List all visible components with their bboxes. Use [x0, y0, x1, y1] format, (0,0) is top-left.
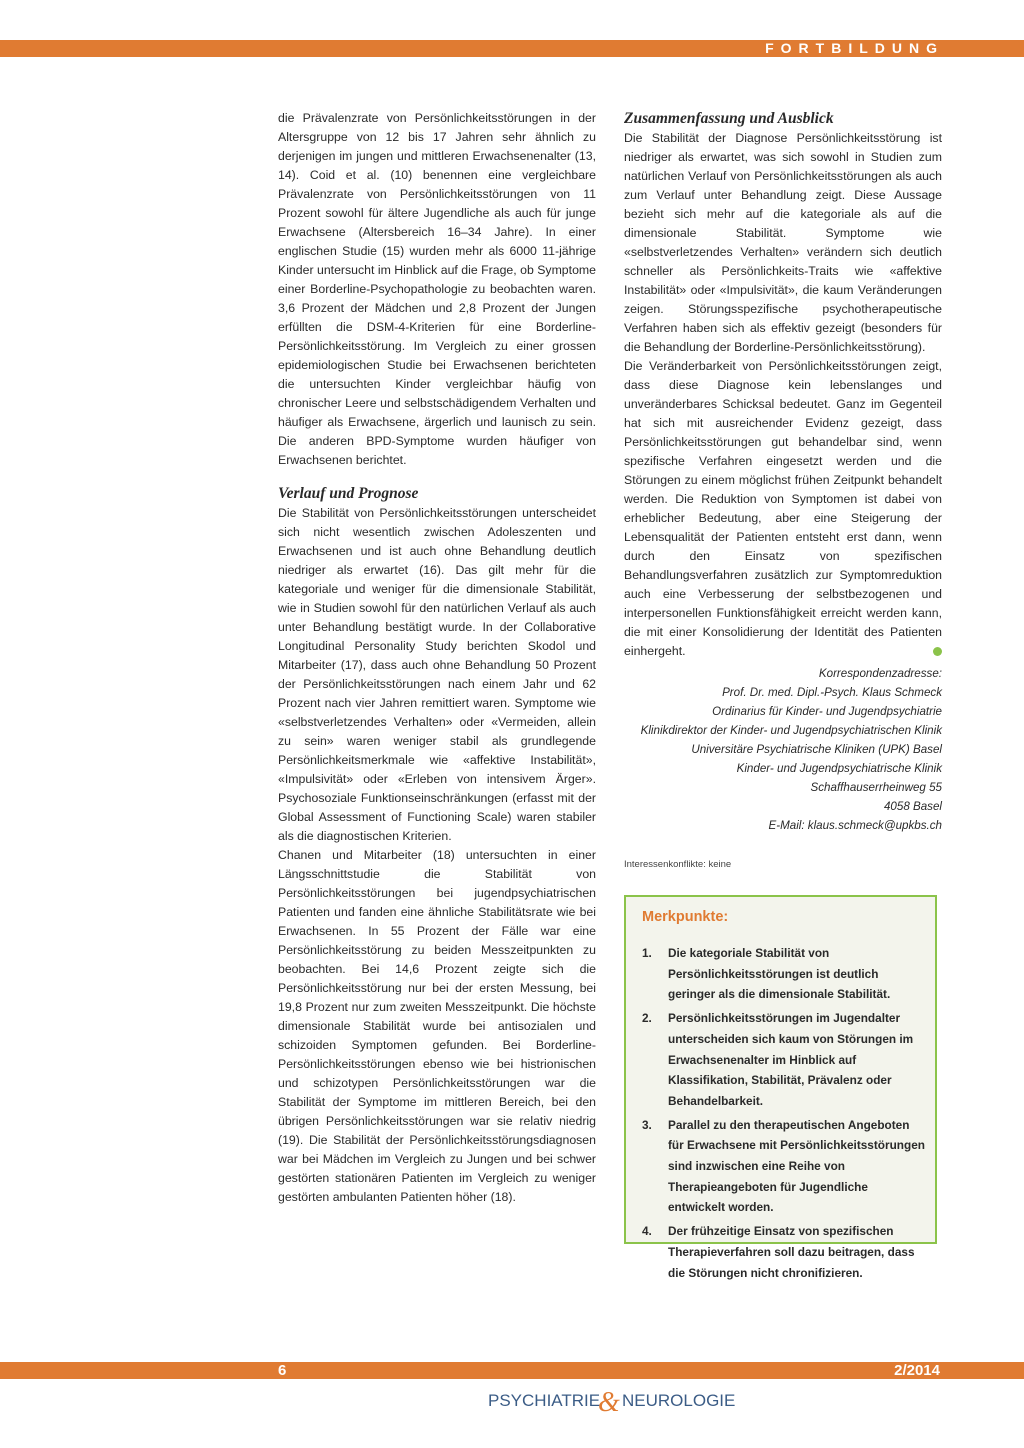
key-point-text: Die kategoriale Stabilität von Persönlichkeitsstörungen ist deutlich geringer als die dimensionale Stabilität.: [668, 946, 891, 1002]
key-points-title: Merkpunkte:: [642, 909, 729, 925]
key-point-number: 1.: [642, 946, 652, 960]
key-point-text: Persönlichkeitsstörungen im Jugendalter unterscheiden sich kaum von Störungen im Erwachsenenalter im Hinblick auf Klassifikation, Stabilität, Prävalenz oder Behandelbarkeit.: [668, 1011, 914, 1108]
key-point-item: [642, 943, 927, 1005]
left-column: [278, 109, 596, 1207]
logo-text-right: NEUROLOGIE: [622, 1391, 736, 1410]
intro-paragraph: die Prävalenzrate von Persönlichkeitsstörungen in der Altersgruppe von 12 bis 17 Jahren sehr ähnlich zu derjenigen im jungen und mittleren Erwachsenenalter (13, 14). Coid et al. (10) benennen eine vergleichbare Prävalenzrate von Persönlichkeitsstörungen von 11 Prozent sowohl für ältere Jugendliche als auch für junge Erwachsene (Altersbereich 16–34 Jahre). In einer englischen Studie (15) wurden mehr als 6000 11-jährige Kinder untersucht im Hinblick auf die Frage, ob Symptome einer Borderline-Psychopathologie zu beobachten waren. 3,6 Prozent der Mädchen und 2,8 Prozent der Jungen erfüllten die DSM-4-Kriterien für eine Borderline-Persönlichkeitsstörung. Im Vergleich zu einer grossen epidemiologischen Studie bei Erwachsenen berichteten die untersuchten Kinder vergleichbar häufig von chronischer Leere und selbstschädigendem Verhalten und häufiger als Erwachsene, ärgerlich und launisch zu sein. Die anderen BPD-Symptome wurden häufiger von Erwachsenen berichtet.: [278, 111, 596, 467]
contact-line-3: Universitäre Psychiatrische Kliniken (UPK) Basel: [691, 743, 942, 756]
contact-line-5: Schaffhauserrheinweg 55: [810, 781, 942, 794]
key-point-item: [642, 1115, 927, 1219]
summary-paragraph-2: [624, 357, 942, 661]
key-point-item: [642, 1008, 927, 1112]
section-heading-zusammenfassung: Zusammenfassung und Ausblick: [624, 110, 834, 127]
verlauf-paragraph-2: Chanen und Mitarbeiter (18) untersuchten in einer Längsschnittstudie die Stabilität von Persönlichkeitsstörungen bei jugendpsychiatrischen Patienten und fanden eine ähnliche Stabilitätsrate wie bei Erwachsenen. In 55 Prozent der Fälle war eine Persönlichkeitsstörung zu beiden Messzeitpunkten zu beobachten. Bei 14,6 Prozent zeigte sich die Persönlichkeitsstörung nur bei der ersten Messung, bei 19,8 Prozent nur zum zweiten Messzeitpunkt. Die höchste dimensionale Stabilität wurde bei antisozialen und schizoiden Symptomen gefunden. Bei Borderline-Persönlichkeitsstörungen ebenso wie bei histrionischen und schizotypen Persönlichkeitsstörungen war die Stabilität der Symptome im mittleren Bereich, bei den übrigen Persönlichkeitsstörungen war sie relativ niedrig (19). Die Stabilität der Persönlichkeitsstörungsdiagnosen war bei Mädchen im Vergleich zu Jungen und bei schwer gestörten stationären Patienten im Vergleich zu weniger gestörten ambulanten Patienten höher (18).: [278, 848, 596, 1204]
contact-name: Prof. Dr. med. Dipl.-Psych. Klaus Schmeck: [722, 686, 942, 699]
verlauf-paragraph-1: Die Stabilität von Persönlichkeitsstörungen unterscheidet sich nicht wesentlich zwischen Adoleszenten und Erwachsenen und ist auch ohne Behandlung deutlich niedriger als erwartet (16). Das gilt mehr für die kategoriale und weniger für die dimensionale Stabilität, wie in Studien sowohl für den natürlichen Verlauf als auch unter Behandlung bestätigt wurde. In der Collaborative Longitudinal Personality Study berichten Skodol und Mitarbeiter (17), dass auch ohne Behandlung 50 Prozent der Persönlichkeitsstörungen nach einem Jahr und 62 Prozent nach vier Jahren remittiert waren. Symptome wie «selbstverletzendes Verhalten» oder «Vermeiden, allein zu sein» waren weniger stabil als grundlegende Persönlichkeitsmerkmale wie «affektive Instabilität», «Impulsivität» oder «Erleben von intensivem Ärger». Psychosoziale Funktionseinschränkungen (erfasst mit der Global Assessment of Functioning Scale) waren stabiler als die diagnostischen Kriterien.: [278, 506, 596, 843]
section-label: FORTBILDUNG: [765, 40, 944, 56]
summary-paragraph-1: Die Stabilität der Diagnose Persönlichkeitsstörung ist niedriger als erwartet, was sich sowohl in Studien zum natürlichen Verlauf von Persönlichkeitsstörungen als auch zum Verlauf unter Behandlung zeigt. Diese Aussage bezieht sich mehr auf die kategoriale als auf die dimensionale Stabilität. Symptome wie «selbstverletzendes Verhalten» verändern sich deutlich schneller als Persönlichkeits-Traits wie «affektive Instabilität» oder «Impulsivität», die kaum Veränderungen zeigen. Störungsspezifische psychotherapeutische Verfahren haben sich als effektiv gezeigt (besonders für die Behandlung der Borderline-Persönlichkeitsstörung).: [624, 131, 942, 354]
logo-ampersand: &: [598, 1387, 620, 1418]
key-point-number: 3.: [642, 1117, 652, 1132]
header-bar: [0, 40, 1024, 57]
contact-line-2: Klinikdirektor der Kinder- und Jugendpsychiatrischen Klinik: [640, 724, 942, 737]
page-number: 6: [278, 1362, 287, 1379]
contact-label: Korrespondenzadresse:: [818, 667, 942, 680]
conflicts-of-interest: Interessenkonflikte: keine: [624, 859, 732, 870]
key-point-text: Der frühzeitige Einsatz von spezifischen Therapieverfahren soll dazu beitragen, dass die Störungen nicht chronifizieren.: [668, 1224, 915, 1280]
journal-logo-graphic: [448, 1379, 738, 1419]
journal-logo: [448, 1379, 738, 1419]
key-point-item: [642, 1221, 927, 1283]
end-of-article-dot-icon: [933, 647, 942, 656]
key-points-list: [642, 943, 927, 1286]
summary-paragraph-2-text: Die Veränderbarkeit von Persönlichkeitsstörungen zeigt, dass diese Diagnose kein lebenslanges und unveränderbares Schicksal bedeutet. Ganz im Gegenteil hat sich mit ausreichender Evidenz gezeigt, dass Persönlichkeitsstörungen gut behandelbar sind, wenn spezifische Verfahren eingesetzt werden und die Störungen zu einem möglichst frühen Zeitpunkt behandelt werden. Die Reduktion von Symptomen ist dabei von erheblicher Bedeutung, aber eine Steigerung der Lebensqualität der Patienten entsteht erst dann, wenn durch den Einsatz von spezifischen Behandlungsverfahren zusätzlich zur Symptomreduktion auch eine Verbesserung der selbstbezogenen und interpersonellen Funktionsfähigkeit erreicht werden kann, die mit einer Konsolidierung der Identität des Patienten einhergeht.: [624, 359, 942, 658]
issue-number: 2/2014: [894, 1362, 940, 1379]
right-column: [624, 109, 942, 874]
contact-line-1: Ordinarius für Kinder- und Jugendpsychiatrie: [712, 705, 942, 718]
key-point-number: 4.: [642, 1224, 652, 1239]
contact-email[interactable]: E-Mail: klaus.schmeck@upkbs.ch: [768, 819, 942, 832]
key-point-text: Parallel zu den therapeutischen Angeboten für Erwachsene mit Persönlichkeitsstörungen sind inzwischen eine Reihe von Therapieangeboten für Jugendliche entwickelt worden.: [668, 1117, 925, 1215]
contact-line-6: 4058 Basel: [883, 800, 942, 813]
key-points-box: [624, 895, 937, 1280]
section-heading-verlauf: Verlauf und Prognose: [278, 485, 419, 502]
correspondence-address: [624, 664, 942, 835]
key-point-number: 2.: [642, 1011, 652, 1026]
footer-bar: [0, 1362, 1024, 1379]
logo-text-left: PSYCHIATRIE: [488, 1391, 601, 1410]
contact-line-4: Kinder- und Jugendpsychiatrische Klinik: [736, 762, 942, 775]
